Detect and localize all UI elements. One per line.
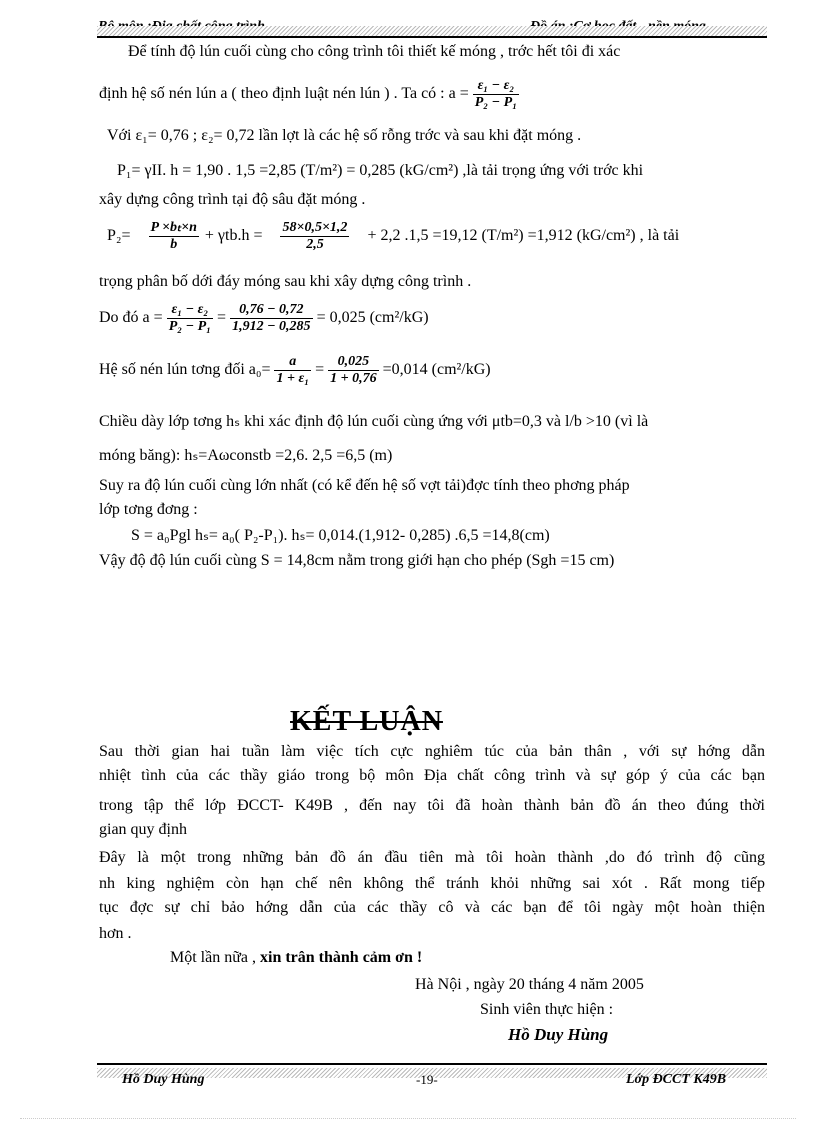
conclusion-line: nh king nghiệm còn hạn chế nên không thể tránh khỏi những sai xót . Rất mong tiếp: [99, 875, 765, 892]
paragraph-line: lớp tơng đơng :: [99, 501, 198, 518]
formula-line: Do đó a = $\frac{\text{ε₁ − ε₂}}{\text{P₂ − P₁}}$ = $\frac{0,76 - 0,72}{1,912 - 0,285}$ = 0,025 (cm²/kG): [99, 302, 429, 334]
formula-line: Hệ số nén lún tơng đối a₀= $\frac{a}{\text{1 + ε₁}}$ = $\frac{0,025}{1 + 0,76}$ =0,014 (cm²/kG): [99, 354, 491, 386]
paragraph-line: Với ε₁= 0,76 ; ε₂= 0,72 lần lợt là các hệ số rỗng trớc và sau khi đặt móng .: [107, 127, 582, 144]
conclusion-line: trong tập thể lớp ĐCCT- K49B , đến nay tôi đã hoàn thành bản đồ án theo đúng thời: [99, 797, 765, 814]
paragraph-line: Suy ra độ lún cuối cùng lớn nhất (có kể đến hệ số vợt tải)đợc tính theo phơng pháp: [99, 477, 630, 494]
thanks-line: Một lần nữa , xin trân thành cảm ơn !: [170, 949, 423, 966]
formula-fraction: $\frac{\text{ε₁ − ε₂}}{\text{P₂ − P₁}}$: [474, 78, 518, 110]
conclusion-line: tục đợc sự chỉ bảo hớng dẫn của các thầy cô và các bạn để tôi ngày một hoàn thiện: [99, 899, 765, 916]
footer-rule: [97, 1063, 767, 1065]
paragraph-line: Để tính độ lún cuối cùng cho công trình tôi thiết kế móng , trớc hết tôi đi xác: [128, 43, 621, 60]
paragraph-line: Chiều dày lớp tơng hₛ khi xác định độ lún cuối cùng ứng với μtb=0,3 và l/b >10 (vì là: [99, 413, 649, 430]
page-edge-dots: [20, 1118, 796, 1119]
header-hatch: [97, 26, 767, 36]
paragraph-line: trọng phân bố dới đáy móng sau khi xây dựng công trình .: [99, 273, 472, 290]
signature-date: Hà Nội , ngày 20 tháng 4 năm 2005: [415, 976, 644, 993]
paragraph-line: P₁= γII. h = 1,90 . 1,5 =2,85 (T/m²) = 0,285 (kG/cm²) ,là tải trọng ứng với trớc khi: [117, 162, 644, 179]
page-number: -19-: [416, 1072, 438, 1087]
conclusion-line: gian quy định: [99, 821, 187, 838]
footer-right: Lớp ĐCCT K49B: [626, 1072, 727, 1087]
conclusion-title: KẾT LUẬN: [290, 706, 443, 737]
conclusion-line: Đây là một trong những bản đồ án đầu tiên mà tôi hoàn thành ,do đó trình độ cũng: [99, 849, 765, 866]
signature-role: Sinh viên thực hiện :: [480, 1001, 614, 1018]
conclusion-line: hơn .: [99, 925, 132, 942]
paragraph-line: móng băng): hₛ=Aωconstb =2,6. 2,5 =6,5 (m): [99, 447, 393, 464]
formula-line: S = a₀Pgl hₛ= a₀( P₂-P₁). hₛ= 0,014.(1,912- 0,285) .6,5 =14,8(cm): [131, 527, 550, 544]
conclusion-line: nhiệt tình của các thầy giáo trong bộ môn Địa chất công trình và sự góp ý của các bạn: [99, 767, 765, 784]
paragraph-line: định hệ số nén lún a ( theo định luật nén lún ) . Ta có : a = $\frac{\text{ε₁ − ε₂}}{\text{P₂ − P₁}}$: [99, 78, 518, 110]
paragraph-line: Vậy độ độ lún cuối cùng S = 14,8cm nằm trong giới hạn cho phép (Sgh =15 cm): [99, 552, 615, 569]
formula-line: P₂= $\frac{\text{P ×bₜ×n}}{b}$ + γtb.h = $\frac{58\times 0,5\times 1,2}{2,5}$ + 2,2 .1,5 =19,12 (T/m²) =1,912 (kG/cm²) , là tải: [107, 220, 680, 252]
header-rule: [97, 36, 767, 38]
signature-name: Hồ Duy Hùng: [508, 1025, 609, 1044]
footer-left: Hồ Duy Hùng: [122, 1072, 205, 1087]
conclusion-line: Sau thời gian hai tuần làm việc tích cực nghiêm túc của bản thân , với sự hớng dẫn: [99, 743, 765, 760]
paragraph-line: xây dựng công trình tại độ sâu đặt móng .: [99, 191, 366, 208]
